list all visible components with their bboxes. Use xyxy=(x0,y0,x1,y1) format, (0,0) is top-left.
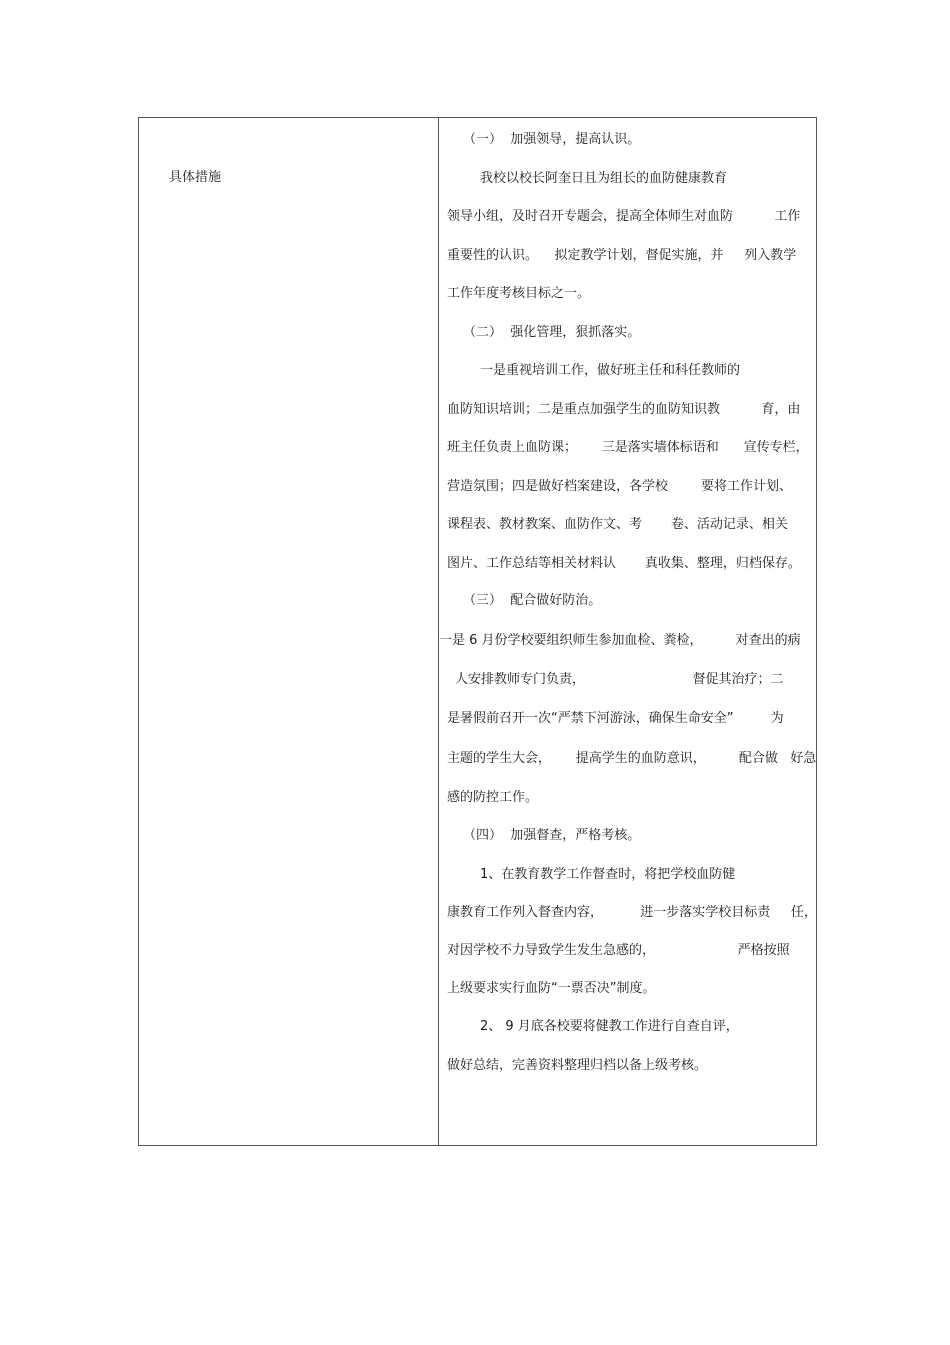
paragraph-line: 图片、工作总结等相关材料认 真收集、整理，归档保存。 xyxy=(447,556,801,571)
measures-label: 具体措施 xyxy=(169,170,222,185)
paragraph-line: 一是重视培训工作，做好班主任和科任教师的 xyxy=(480,363,741,378)
paragraph-line: 班主任负责上血防课； 三是落实墙体标语和 宣传专栏， xyxy=(447,440,809,455)
paragraph-line: 对因学校不力导致学生发生急感的， 严格按照 xyxy=(447,943,790,958)
paragraph-line: 工作年度考核目标之一。 xyxy=(447,286,591,301)
paragraph-line: 课程表、教材教案、血防作文、考 卷、活动记录、相关 xyxy=(447,517,788,532)
paragraph-line: 康教育工作列入督查内容， 进一步落实学校目标责 任， xyxy=(447,905,817,920)
paragraph-line: 1、在教育教学工作督查时，将把学校血防健 xyxy=(480,867,736,882)
heading-1: （一） 加强领导，提高认识。 xyxy=(463,132,641,147)
document-table xyxy=(138,117,817,1146)
paragraph-line: 营造氛围；四是做好档案建设，各学校 要将工作计划、 xyxy=(447,479,793,494)
paragraph-line: 一是 6 月份学校要组织师生参加血检、粪检， 对查出的病 xyxy=(439,633,801,648)
paragraph-line: 上级要求实行血防“一票否决”制度。 xyxy=(447,981,656,996)
paragraph-line: 主题的学生大会， 提高学生的血防意识， 配合做 好急 xyxy=(447,751,817,766)
column-divider xyxy=(438,118,439,1145)
heading-2: （二） 强化管理，狠抓落实。 xyxy=(463,325,641,340)
paragraph-line: 感的防控工作。 xyxy=(447,790,539,805)
paragraph-line: 重要性的认识。 拟定教学计划，督促实施，并 列入教学 xyxy=(447,248,797,263)
paragraph-line: 血防知识培训；二是重点加强学生的血防知识教 育，由 xyxy=(447,402,801,417)
paragraph-line: 领导小组，及时召开专题会，提高全体师生对血防 工作 xyxy=(447,209,801,224)
heading-4: （四） 加强督查，严格考核。 xyxy=(463,828,641,843)
paragraph-line: 我校以校长阿奎日且为组长的血防健康教育 xyxy=(480,171,728,186)
paragraph-line: 2、 9 月底各校要将健教工作进行自查自评， xyxy=(480,1019,739,1034)
paragraph-line: 是暑假前召开一次“严禁下河游泳，确保生命安全” 为 xyxy=(447,711,784,726)
paragraph-line: 人安排教师专门负责， 督促其治疗；二 xyxy=(455,672,784,687)
heading-3: （三） 配合做好防治。 xyxy=(463,593,602,608)
paragraph-line: 做好总结，完善资料整理归档以备上级考核。 xyxy=(447,1058,708,1073)
